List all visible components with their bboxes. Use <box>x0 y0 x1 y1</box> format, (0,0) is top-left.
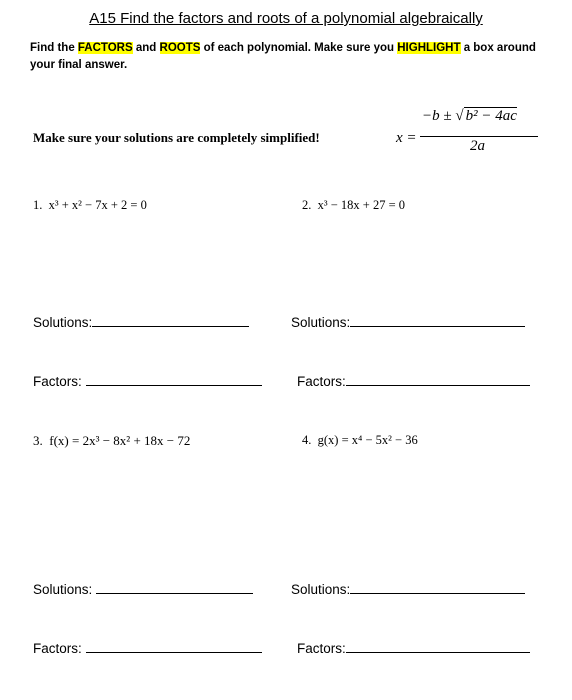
factors-line-1 <box>33 373 262 389</box>
instructions <box>30 40 540 74</box>
factors-line-4 <box>297 640 530 656</box>
formula-numerator-prefix: −b ± <box>422 108 456 124</box>
problem-equation: f(x) = 2x³ − 8x² + 18x − 72 <box>49 433 191 448</box>
solutions-line-1 <box>33 314 249 330</box>
problem-number: 2. <box>302 198 312 212</box>
problem-1 <box>33 198 147 213</box>
instructions-text-2: and <box>132 42 160 54</box>
solutions-line-3 <box>33 581 253 597</box>
formula-lhs: x = <box>396 130 417 146</box>
factors-label: Factors: <box>297 641 346 656</box>
roots-highlight: ROOTS <box>159 42 201 54</box>
formula-numerator <box>422 108 517 125</box>
problem-equation: x³ − 18x + 27 = 0 <box>317 198 406 212</box>
factors-blank[interactable] <box>346 373 530 386</box>
factors-label: Factors: <box>297 374 346 389</box>
solutions-line-2 <box>291 314 525 330</box>
instructions-text-4: a box around your final answer. <box>30 42 536 71</box>
solutions-blank[interactable] <box>92 314 249 327</box>
factors-label: Factors: <box>33 641 82 656</box>
problem-number: 3. <box>33 433 43 448</box>
problem-3 <box>33 433 190 449</box>
sqrt-icon: √ <box>455 108 464 124</box>
solutions-line-4 <box>291 581 525 597</box>
page-title: A15 Find the factors and roots of a polynomial algebraically <box>89 10 483 27</box>
solutions-blank[interactable] <box>350 314 525 327</box>
highlight-highlight: HIGHLIGHT <box>397 42 461 54</box>
factors-blank[interactable] <box>86 640 262 653</box>
problem-number: 4. <box>302 433 312 447</box>
solutions-label: Solutions: <box>291 315 351 330</box>
solutions-blank[interactable] <box>96 581 253 594</box>
solutions-label: Solutions: <box>33 582 93 597</box>
factors-line-3 <box>33 640 262 656</box>
quadratic-formula <box>396 104 546 164</box>
problem-2 <box>302 198 405 213</box>
instructions-text-1: Find the <box>30 42 78 54</box>
factors-label: Factors: <box>33 374 82 389</box>
problem-4 <box>302 433 418 448</box>
problem-number: 1. <box>33 198 43 212</box>
factors-line-2 <box>297 373 530 389</box>
formula-radicand: b² − 4ac <box>465 108 517 124</box>
fraction-bar <box>420 136 538 137</box>
instructions-text-3: of each polynomial. Make sure you <box>200 42 398 54</box>
problem-equation: g(x) = x⁴ − 5x² − 36 <box>317 433 418 447</box>
solutions-label: Solutions: <box>291 582 351 597</box>
formula-denominator: 2a <box>470 138 485 154</box>
problem-equation: x³ + x² − 7x + 2 = 0 <box>48 198 147 212</box>
factors-blank[interactable] <box>346 640 530 653</box>
factors-highlight: FACTORS <box>77 42 133 54</box>
factors-blank[interactable] <box>86 373 262 386</box>
solutions-label: Solutions: <box>33 315 93 330</box>
solutions-blank[interactable] <box>350 581 525 594</box>
simplify-note: Make sure your solutions are completely simplified! <box>33 130 320 145</box>
